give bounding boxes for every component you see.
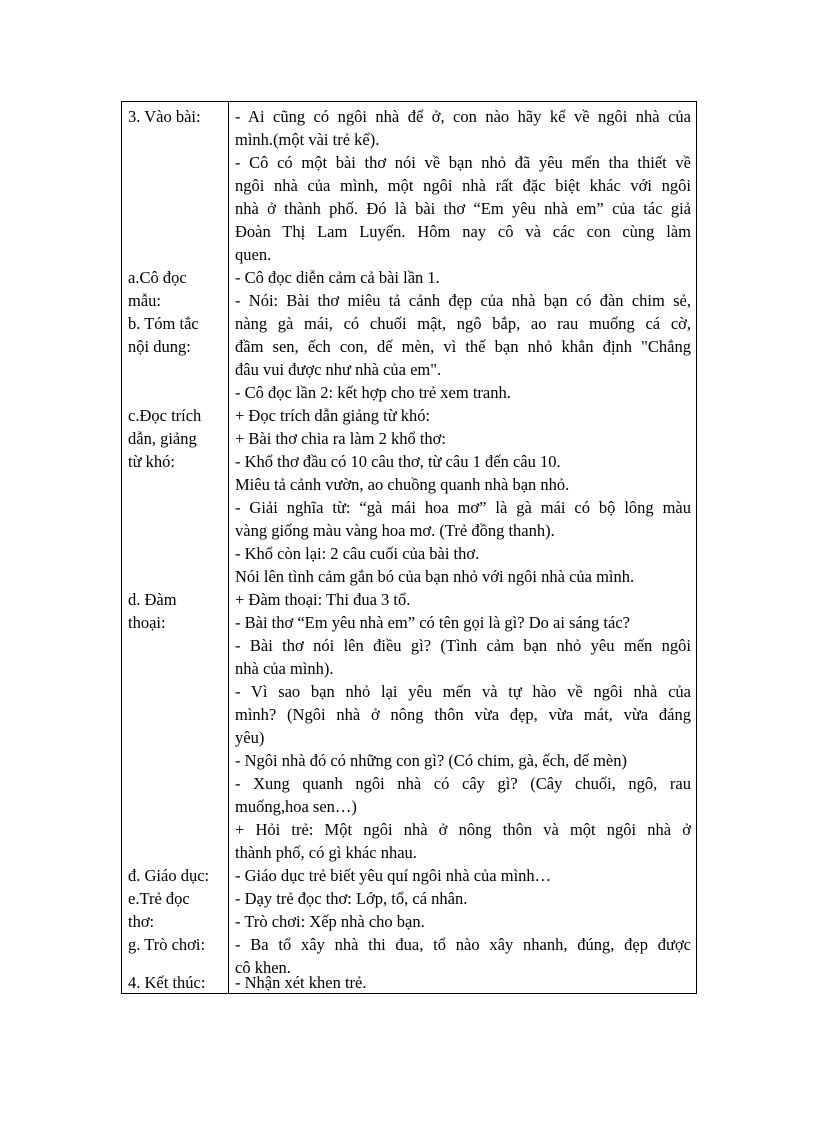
label-tre-doc-cont: thơ: bbox=[128, 912, 155, 931]
content-line: vàng giống màu vàng hoa mơ. (Trẻ đồng thanh). bbox=[235, 521, 555, 540]
lesson-table bbox=[121, 101, 697, 994]
content-line: đâu vui được như nhà của em". bbox=[235, 360, 442, 379]
label-co-doc-mau-cont: mẫu: bbox=[128, 291, 161, 310]
content-line: + Bài thơ chia ra làm 2 khổ thơ: bbox=[235, 429, 446, 448]
section-label-column bbox=[122, 102, 229, 993]
content-line: nhà ở thành phố. Đó là bài thơ “Em yêu nhà em” của tác giả bbox=[235, 199, 691, 218]
content-line: - Khổ thơ đầu có 10 câu thơ, từ câu 1 đến câu 10. bbox=[235, 452, 561, 471]
content-line: ngôi nhà của mình, một ngôi nhà rất đặc biệt khác với ngôi bbox=[235, 176, 691, 195]
content-line: - Khổ còn lại: 2 câu cuối của bài thơ. bbox=[235, 544, 480, 563]
content-line: + Đọc trích dẫn giảng từ khó: bbox=[235, 406, 431, 425]
content-line: - Giải nghĩa từ: “gà mái hoa mơ” là gà mái có bộ lông màu bbox=[235, 498, 691, 517]
content-line: nhà của mình). bbox=[235, 659, 334, 678]
content-line: mình.(một vài trẻ kể). bbox=[235, 130, 380, 149]
content-line: - Bài thơ nói lên điều gì? (Tình cảm bạn nhỏ yêu mến ngôi bbox=[235, 636, 691, 655]
label-doc-trich-cont2: từ khó: bbox=[128, 452, 175, 471]
label-co-doc-mau: a.Cô đọc bbox=[128, 268, 187, 287]
label-tre-doc: e.Trẻ đọc bbox=[128, 889, 190, 908]
content-line: nàng gà mái, có chuối mật, ngô bắp, ao rau muống cá cờ, bbox=[235, 314, 691, 333]
content-line: + Đàm thoại: Thi đua 3 tổ. bbox=[235, 590, 411, 609]
content-line: muống,hoa sen…) bbox=[235, 797, 357, 816]
content-line: - Ngôi nhà đó có những con gì? (Có chim, gà, ếch, dế mèn) bbox=[235, 751, 628, 770]
content-line: yêu) bbox=[235, 728, 265, 747]
content-line: mình? (Ngôi nhà ở nông thôn vừa đẹp, vừa mát, vừa đáng bbox=[235, 705, 691, 724]
content-line: - Cô có một bài thơ nói về bạn nhỏ đã yêu mến tha thiết về bbox=[235, 153, 691, 172]
content-line: - Nói: Bài thơ miêu tả cảnh đẹp của nhà bạn có đàn chim sẻ, bbox=[235, 291, 691, 310]
label-dam-thoai-cont: thoại: bbox=[128, 613, 166, 632]
label-ket-thuc: 4. Kết thúc: bbox=[128, 973, 206, 992]
content-line: - Xung quanh ngôi nhà có cây gì? (Cây chuối, ngô, rau bbox=[235, 774, 691, 793]
content-line: - Cô đọc diễn cảm cả bài lần 1. bbox=[235, 268, 440, 287]
content-line: - Giáo dục trẻ biết yêu quí ngôi nhà của mình… bbox=[235, 866, 552, 885]
content-column bbox=[229, 102, 696, 993]
content-line: - Ai cũng có ngôi nhà để ở, con nào hãy kể về ngôi nhà của bbox=[235, 107, 691, 126]
label-tom-tat-cont: nội dung: bbox=[128, 337, 191, 356]
content-line: thành phố, có gì khác nhau. bbox=[235, 843, 417, 862]
content-line: cô khen. bbox=[235, 958, 291, 977]
label-doc-trich: c.Đọc trích bbox=[128, 406, 202, 425]
content-line: Nói lên tình cảm gắn bó của bạn nhỏ với ngôi nhà của mình. bbox=[235, 567, 635, 586]
label-tro-choi: g. Trò chơi: bbox=[128, 935, 206, 954]
content-line: quen. bbox=[235, 245, 272, 264]
label-vao-bai: 3. Vào bài: bbox=[128, 107, 201, 126]
content-line: - Cô đọc lần 2: kết hợp cho trẻ xem tranh. bbox=[235, 383, 511, 402]
content-line: Đoàn Thị Lam Luyến. Hôm nay cô và các con cùng làm bbox=[235, 222, 691, 241]
content-line: - Bài thơ “Em yêu nhà em” có tên gọi là gì? Do ai sáng tác? bbox=[235, 613, 630, 632]
content-line: - Vì sao bạn nhỏ lại yêu mến và tự hào về ngôi nhà của bbox=[235, 682, 691, 701]
content-line: Miêu tả cảnh vườn, ao chuồng quanh nhà bạn nhỏ. bbox=[235, 475, 570, 494]
content-line: - Trò chơi: Xếp nhà cho bạn. bbox=[235, 912, 425, 931]
content-line: đầm sen, ếch con, dế mèn, vì thế bạn nhỏ khẳn định "Chẳng bbox=[235, 337, 691, 356]
content-line: - Nhận xét khen trẻ. bbox=[235, 973, 367, 992]
label-dam-thoai: d. Đàm bbox=[128, 590, 177, 609]
content-line: - Dạy trẻ đọc thơ: Lớp, tổ, cá nhân. bbox=[235, 889, 468, 908]
label-giao-duc: đ. Giáo dục: bbox=[128, 866, 210, 885]
content-line: + Hỏi trẻ: Một ngôi nhà ở nông thôn và một ngôi nhà ở bbox=[235, 820, 691, 839]
label-doc-trich-cont: dẫn, giảng bbox=[128, 429, 197, 448]
label-tom-tat: b. Tóm tắc bbox=[128, 314, 199, 333]
content-line: - Ba tổ xây nhà thi đua, tổ nào xây nhanh, đúng, đẹp được bbox=[235, 935, 691, 954]
